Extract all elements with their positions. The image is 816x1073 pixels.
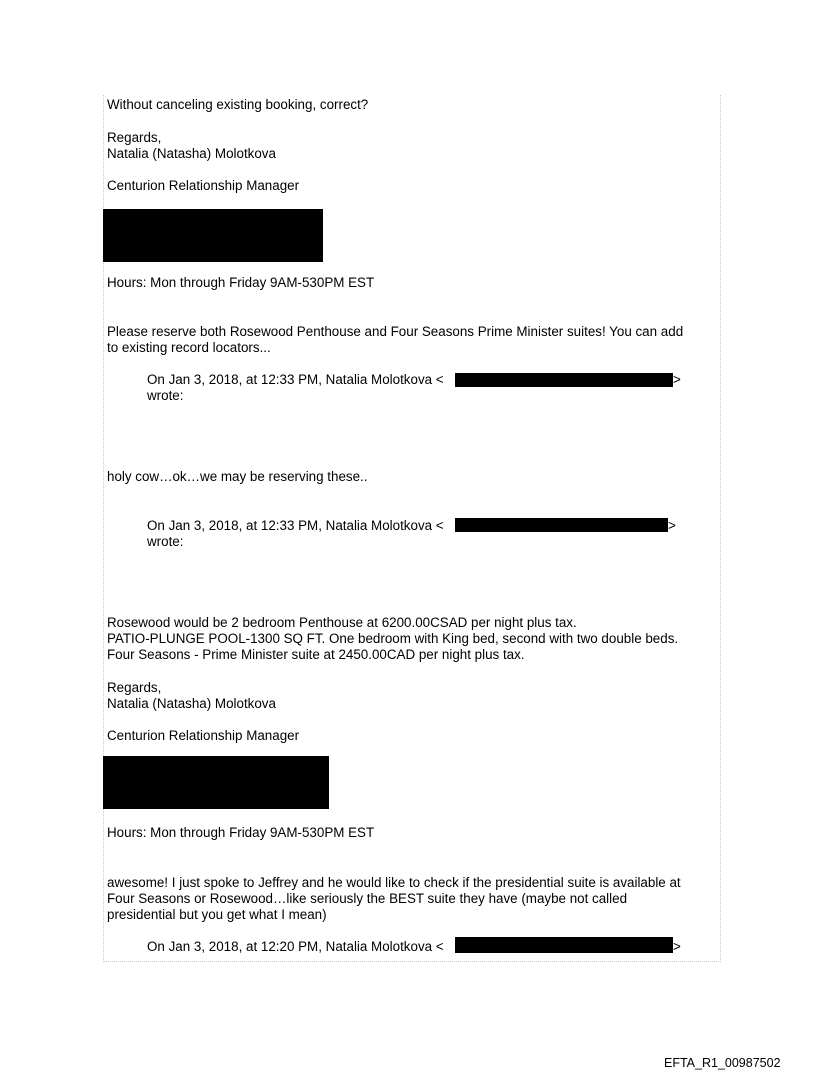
quote-header: On Jan 3, 2018, at 12:20 PM, Natalia Molotkova < <box>147 939 444 954</box>
redaction-block <box>103 756 329 809</box>
quote-header: On Jan 3, 2018, at 12:33 PM, Natalia Molotkova < <box>147 372 444 387</box>
redaction-block <box>103 209 323 262</box>
reply-line: awesome! I just spoke to Jeffrey and he would like to check if the presidential suite is available at <box>107 875 681 890</box>
quote-header-wrote: wrote: <box>147 388 184 403</box>
signature-name: Natalia (Natasha) Molotkova <box>107 146 276 161</box>
reserve-line: Please reserve both Rosewood Penthouse and Four Seasons Prime Minister suites! You can add <box>107 324 684 339</box>
document-id: EFTA_R1_00987502 <box>664 1056 781 1070</box>
quote-header: On Jan 3, 2018, at 12:33 PM, Natalia Molotkova < <box>147 518 444 533</box>
signature-regards: Regards, <box>107 130 162 145</box>
signature-hours: Hours: Mon through Friday 9AM-530PM EST <box>107 825 375 840</box>
reply-line: Without canceling existing booking, correct? <box>107 97 369 112</box>
signature-hours: Hours: Mon through Friday 9AM-530PM EST <box>107 275 375 290</box>
signature-name: Natalia (Natasha) Molotkova <box>107 696 276 711</box>
rate-line: PATIO-PLUNGE POOL-1300 SQ FT. One bedroom with King bed, second with two double beds. <box>107 631 679 646</box>
reply-line: Four Seasons or Rosewood…like seriously the BEST suite they have (maybe not called <box>107 891 628 906</box>
quote-header-close: > <box>668 518 676 533</box>
reserve-line: to existing record locators... <box>107 340 271 355</box>
signature-regards: Regards, <box>107 680 162 695</box>
signature-title: Centurion Relationship Manager <box>107 728 300 743</box>
rate-line: Four Seasons - Prime Minister suite at 2450.00CAD per night plus tax. <box>107 647 525 662</box>
redacted-email-address <box>455 518 668 532</box>
reply-line: presidential but you get what I mean) <box>107 907 327 922</box>
quote-header-wrote: wrote: <box>147 534 184 549</box>
redacted-email-address <box>455 373 673 387</box>
reply-line: holy cow…ok…we may be reserving these.. <box>107 469 368 484</box>
quote-header-close: > <box>673 372 681 387</box>
redacted-email-address <box>455 937 673 953</box>
signature-title: Centurion Relationship Manager <box>107 178 300 193</box>
quote-header-close: > <box>673 939 681 954</box>
rate-line: Rosewood would be 2 bedroom Penthouse at 6200.00CSAD per night plus tax. <box>107 615 577 630</box>
